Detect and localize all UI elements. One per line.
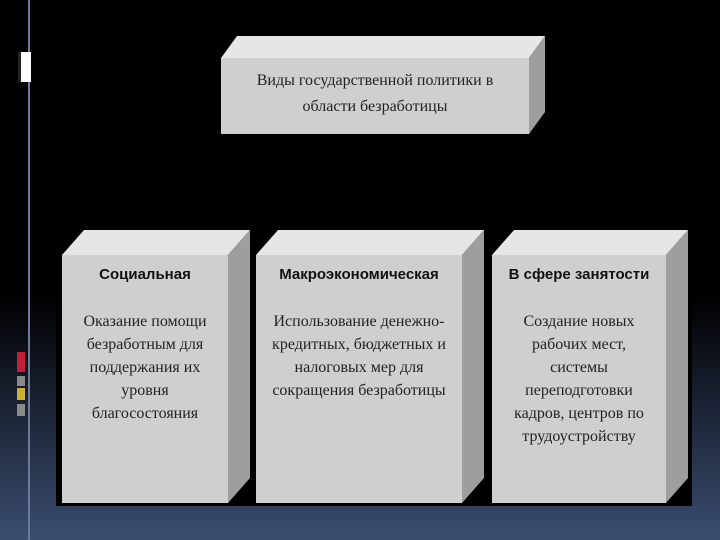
box-social-line: уровня <box>121 382 169 399</box>
box-employment-line: системы <box>550 359 608 376</box>
box-macro-content <box>256 262 462 402</box>
box-social-line: поддержания их <box>89 359 201 376</box>
box-employment-line: Создание новых <box>523 313 635 330</box>
box-social-line: Оказание помощи <box>83 313 207 330</box>
top-box-title-line-2: области безработицы <box>302 98 448 115</box>
box-macro-line: Использование денежно- <box>273 313 445 330</box>
box-social-text <box>62 310 228 425</box>
box-employment-line: переподготовки <box>525 382 633 399</box>
box-social-line: безработным для <box>86 336 204 353</box>
top-box-title-line-1: Виды государственной политики в <box>256 72 494 89</box>
box-macro-text <box>256 310 462 402</box>
box-social-content <box>62 262 228 425</box>
box-employment-content <box>492 262 666 448</box>
box-macro-line: сокращения безработицы <box>272 382 446 399</box>
box-social-line: благосостояния <box>91 405 199 422</box>
box-employment-line: рабочих мест, <box>532 336 626 353</box>
box-employment-line: трудоустройству <box>522 428 636 445</box>
box-employment-line: кадров, центров по <box>514 405 644 422</box>
box-social-heading: Социальная <box>99 266 191 283</box>
box-employment-text <box>492 310 666 448</box>
box-macro-line: кредитных, бюджетных и <box>272 336 446 353</box>
box-employment-heading: В сфере занятости <box>508 266 650 283</box>
box-macro-line: налоговых мер для <box>294 359 424 376</box>
top-box-title <box>221 62 529 126</box>
box-macro-heading: Макроэкономическая <box>279 266 439 283</box>
